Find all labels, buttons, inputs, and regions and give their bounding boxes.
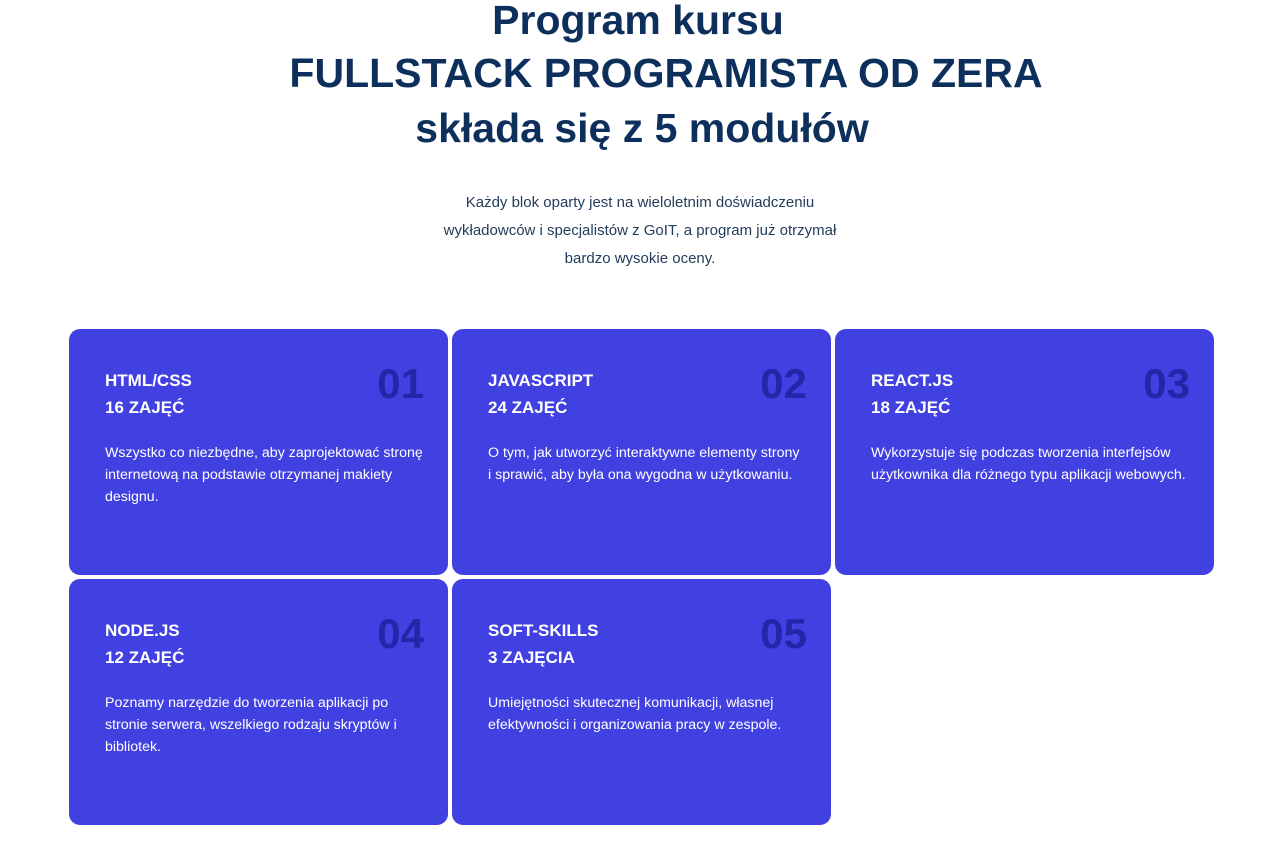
module-number: 03 bbox=[1143, 360, 1190, 407]
module-lessons: 24 ZAJĘĆ bbox=[488, 398, 568, 417]
module-card-html-css bbox=[69, 329, 448, 575]
module-name: SOFT-SKILLS bbox=[488, 621, 599, 640]
intro-text bbox=[0, 189, 1280, 273]
module-card-javascript bbox=[452, 329, 831, 575]
module-title bbox=[871, 367, 953, 421]
section-title-line-1: Program kursu bbox=[492, 0, 784, 43]
module-card-react bbox=[835, 329, 1214, 575]
module-description: Wszystko co niezbędne, aby zaprojektować stronę internetową na podstawie otrzymanej makiety designu. bbox=[105, 445, 423, 505]
module-title bbox=[105, 617, 184, 671]
module-description: O tym, jak utworzyć interaktywne elementy strony i sprawić, aby była ona wygodna w użytkowaniu. bbox=[488, 445, 800, 483]
module-name: NODE.JS bbox=[105, 621, 180, 640]
intro-line-2: wykładowców i specjalistów z GoIT, a program już otrzymał bbox=[443, 222, 837, 239]
module-description: Umiejętności skutecznej komunikacji, własnej efektywności i organizowania pracy w zespole. bbox=[488, 695, 782, 733]
module-lessons: 16 ZAJĘĆ bbox=[105, 398, 185, 417]
module-number: 05 bbox=[760, 610, 807, 657]
module-description: Poznamy narzędzie do tworzenia aplikacji po stronie serwera, wszelkiego rodzaju skryptów i bibliotek. bbox=[105, 695, 397, 755]
module-title bbox=[488, 617, 599, 671]
module-number: 04 bbox=[377, 610, 424, 657]
module-description: Wykorzystuje się podczas tworzenia interfejsów użytkownika dla różnego typu aplikacji webowych. bbox=[871, 445, 1186, 483]
section-title-line-2: FULLSTACK PROGRAMISTA OD ZERA bbox=[289, 50, 1043, 96]
module-lessons: 3 ZAJĘCIA bbox=[488, 648, 575, 667]
module-name: JAVASCRIPT bbox=[488, 371, 594, 390]
module-lessons: 18 ZAJĘĆ bbox=[871, 398, 951, 417]
module-number: 02 bbox=[760, 360, 807, 407]
module-card-node bbox=[69, 579, 448, 825]
module-title bbox=[105, 367, 192, 421]
module-number: 01 bbox=[377, 360, 424, 407]
module-title bbox=[488, 367, 593, 421]
module-name: HTML/CSS bbox=[105, 371, 192, 390]
intro-line-1: Każdy blok oparty jest na wieloletnim doświadczeniu bbox=[465, 194, 815, 211]
module-name: REACT.JS bbox=[871, 371, 954, 390]
intro-line-3: bardzo wysokie oceny. bbox=[564, 250, 716, 267]
module-lessons: 12 ZAJĘĆ bbox=[105, 648, 185, 667]
section-title-line-3: składa się z 5 modułów bbox=[415, 105, 869, 151]
module-card-soft-skills bbox=[452, 579, 831, 825]
